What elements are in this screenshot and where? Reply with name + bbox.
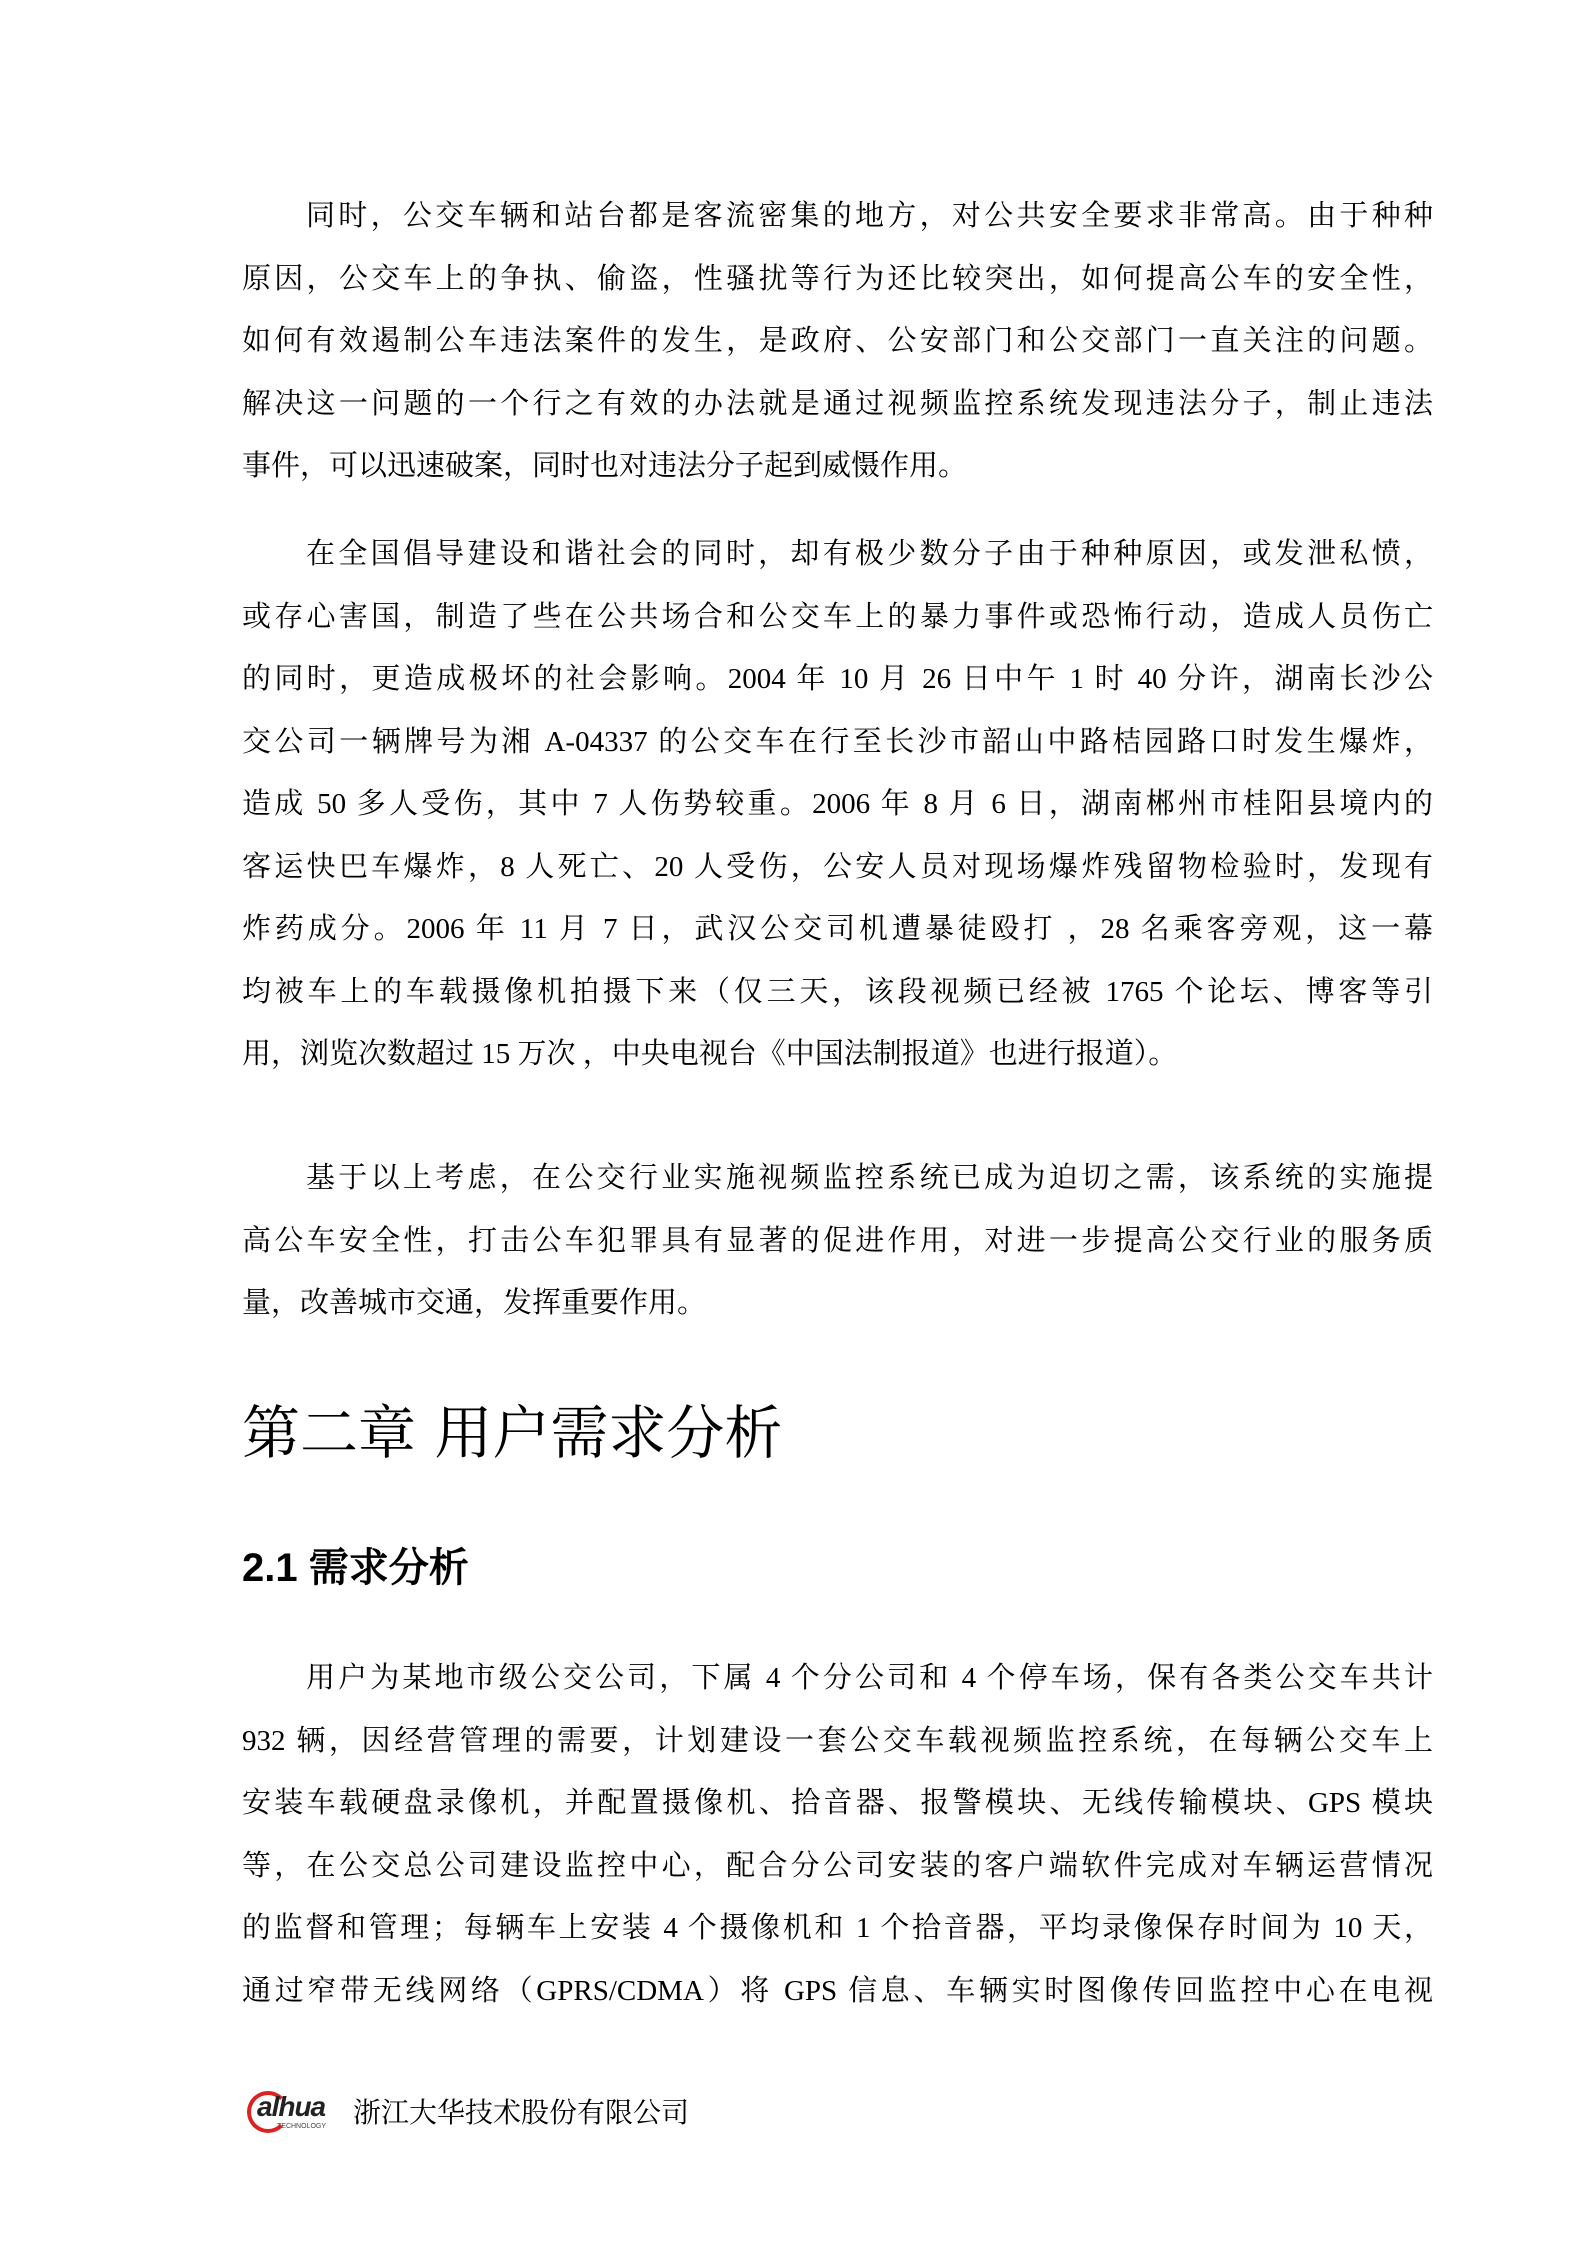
- text-line: 事件，可以迅速破案，同时也对违法分子起到威慑作用。: [242, 450, 968, 482]
- logo-wordmark: alhua: [257, 2091, 326, 2122]
- text-line: 通过窄带无线网络（GPRS/CDMA）将 GPS 信息、车辆实时图像传回监控中心在电视: [242, 1974, 1433, 2007]
- text-line: 或存心害国，制造了些在公共场合和公交车上的暴力事件或恐怖行动，造成人员伤亡: [242, 600, 1433, 633]
- text-line: 原因，公交车上的争执、偷盗，性骚扰等行为还比较突出，如何提高公车的安全性，: [242, 262, 1433, 295]
- text-line: 用户为某地市级公交公司，下属 4 个分公司和 4 个停车场，保有各类公交车共计: [306, 1662, 1433, 1694]
- text-line: 在全国倡导建设和谐社会的同时，却有极少数分子由于种种原因，或发泄私愤，: [306, 538, 1433, 570]
- text-line: 造成 50 多人受伤，其中 7 人伤势较重。2006 年 8 月 6 日，湖南郴州市桂阳县境内的: [242, 788, 1433, 820]
- text-line: 的监督和管理；每辆车上安装 4 个摄像机和 1 个拾音器，平均录像保存时间为 10 天，: [242, 1912, 1433, 1944]
- text-line: 基于以上考虑，在公交行业实施视频监控系统已成为迫切之需，该系统的实施提: [306, 1162, 1433, 1194]
- text-line: 用，浏览次数超过 15 万次 ，中央电视台《中国法制报道》也进行报道）。: [242, 1038, 1178, 1070]
- text-line: 安装车载硬盘录像机，并配置摄像机、拾音器、报警模块、无线传输模块、GPS 模块: [242, 1787, 1433, 1819]
- text-line: 如何有效遏制公车违法案件的发生，是政府、公安部门和公交部门一直关注的问题。: [242, 325, 1433, 357]
- paragraph-requirements: [242, 1647, 1433, 2022]
- paragraph-public-safety: [242, 185, 1433, 498]
- text-line: 炸药成分。2006 年 11 月 7 日，武汉公交司机遭暴徒殴打 ，28 名乘客旁观，这一幕: [242, 913, 1433, 945]
- text-line: 高公车安全性，打击公车犯罪具有显著的促进作用，对进一步提高公交行业的服务质: [242, 1224, 1433, 1257]
- text-line: 同时，公交车辆和站台都是客流密集的地方，对公共安全要求非常高。由于种种: [306, 200, 1433, 232]
- paragraph-conclusion: [242, 1147, 1433, 1335]
- logo-subtext: TECHNOLOGY: [277, 2123, 327, 2130]
- dahua-logo: [245, 2089, 345, 2133]
- text-line: 解决这一问题的一个行之有效的办法就是通过视频监控系统发现违法分子，制止违法: [242, 387, 1433, 420]
- text-line: 交公司一辆牌号为湘 A-04337 的公交车在行至长沙市韶山中路桔园路口时发生爆炸，: [242, 725, 1433, 758]
- paragraph-incidents: [242, 523, 1433, 1086]
- section-title: 2.1 需求分析: [242, 1546, 469, 1590]
- text-line: 的同时，更造成极坏的社会影响。2004 年 10 月 26 日中午 1 时 40 分许，湖南长沙公: [242, 663, 1433, 695]
- text-line: 客运快巴车爆炸，8 人死亡、20 人受伤，公安人员对现场爆炸残留物检验时，发现有: [242, 850, 1433, 883]
- text-line: 量，改善城市交通，发挥重要作用。: [242, 1287, 707, 1319]
- company-name: 浙江大华技术股份有限公司: [353, 2096, 690, 2129]
- text-line: 等，在公交总公司建设监控中心，配合分公司安装的客户端软件完成对车辆运营情况: [242, 1849, 1433, 1882]
- chapter-title: 第二章 用户需求分析: [242, 1399, 783, 1467]
- text-line: 均被车上的车载摄像机拍摄下来（仅三天，该段视频已经被 1765 个论坛、博客等引: [242, 975, 1433, 1008]
- page-footer: [245, 2088, 689, 2134]
- text-line: 932 辆，因经营管理的需要，计划建设一套公交车载视频监控系统，在每辆公交车上: [242, 1724, 1433, 1757]
